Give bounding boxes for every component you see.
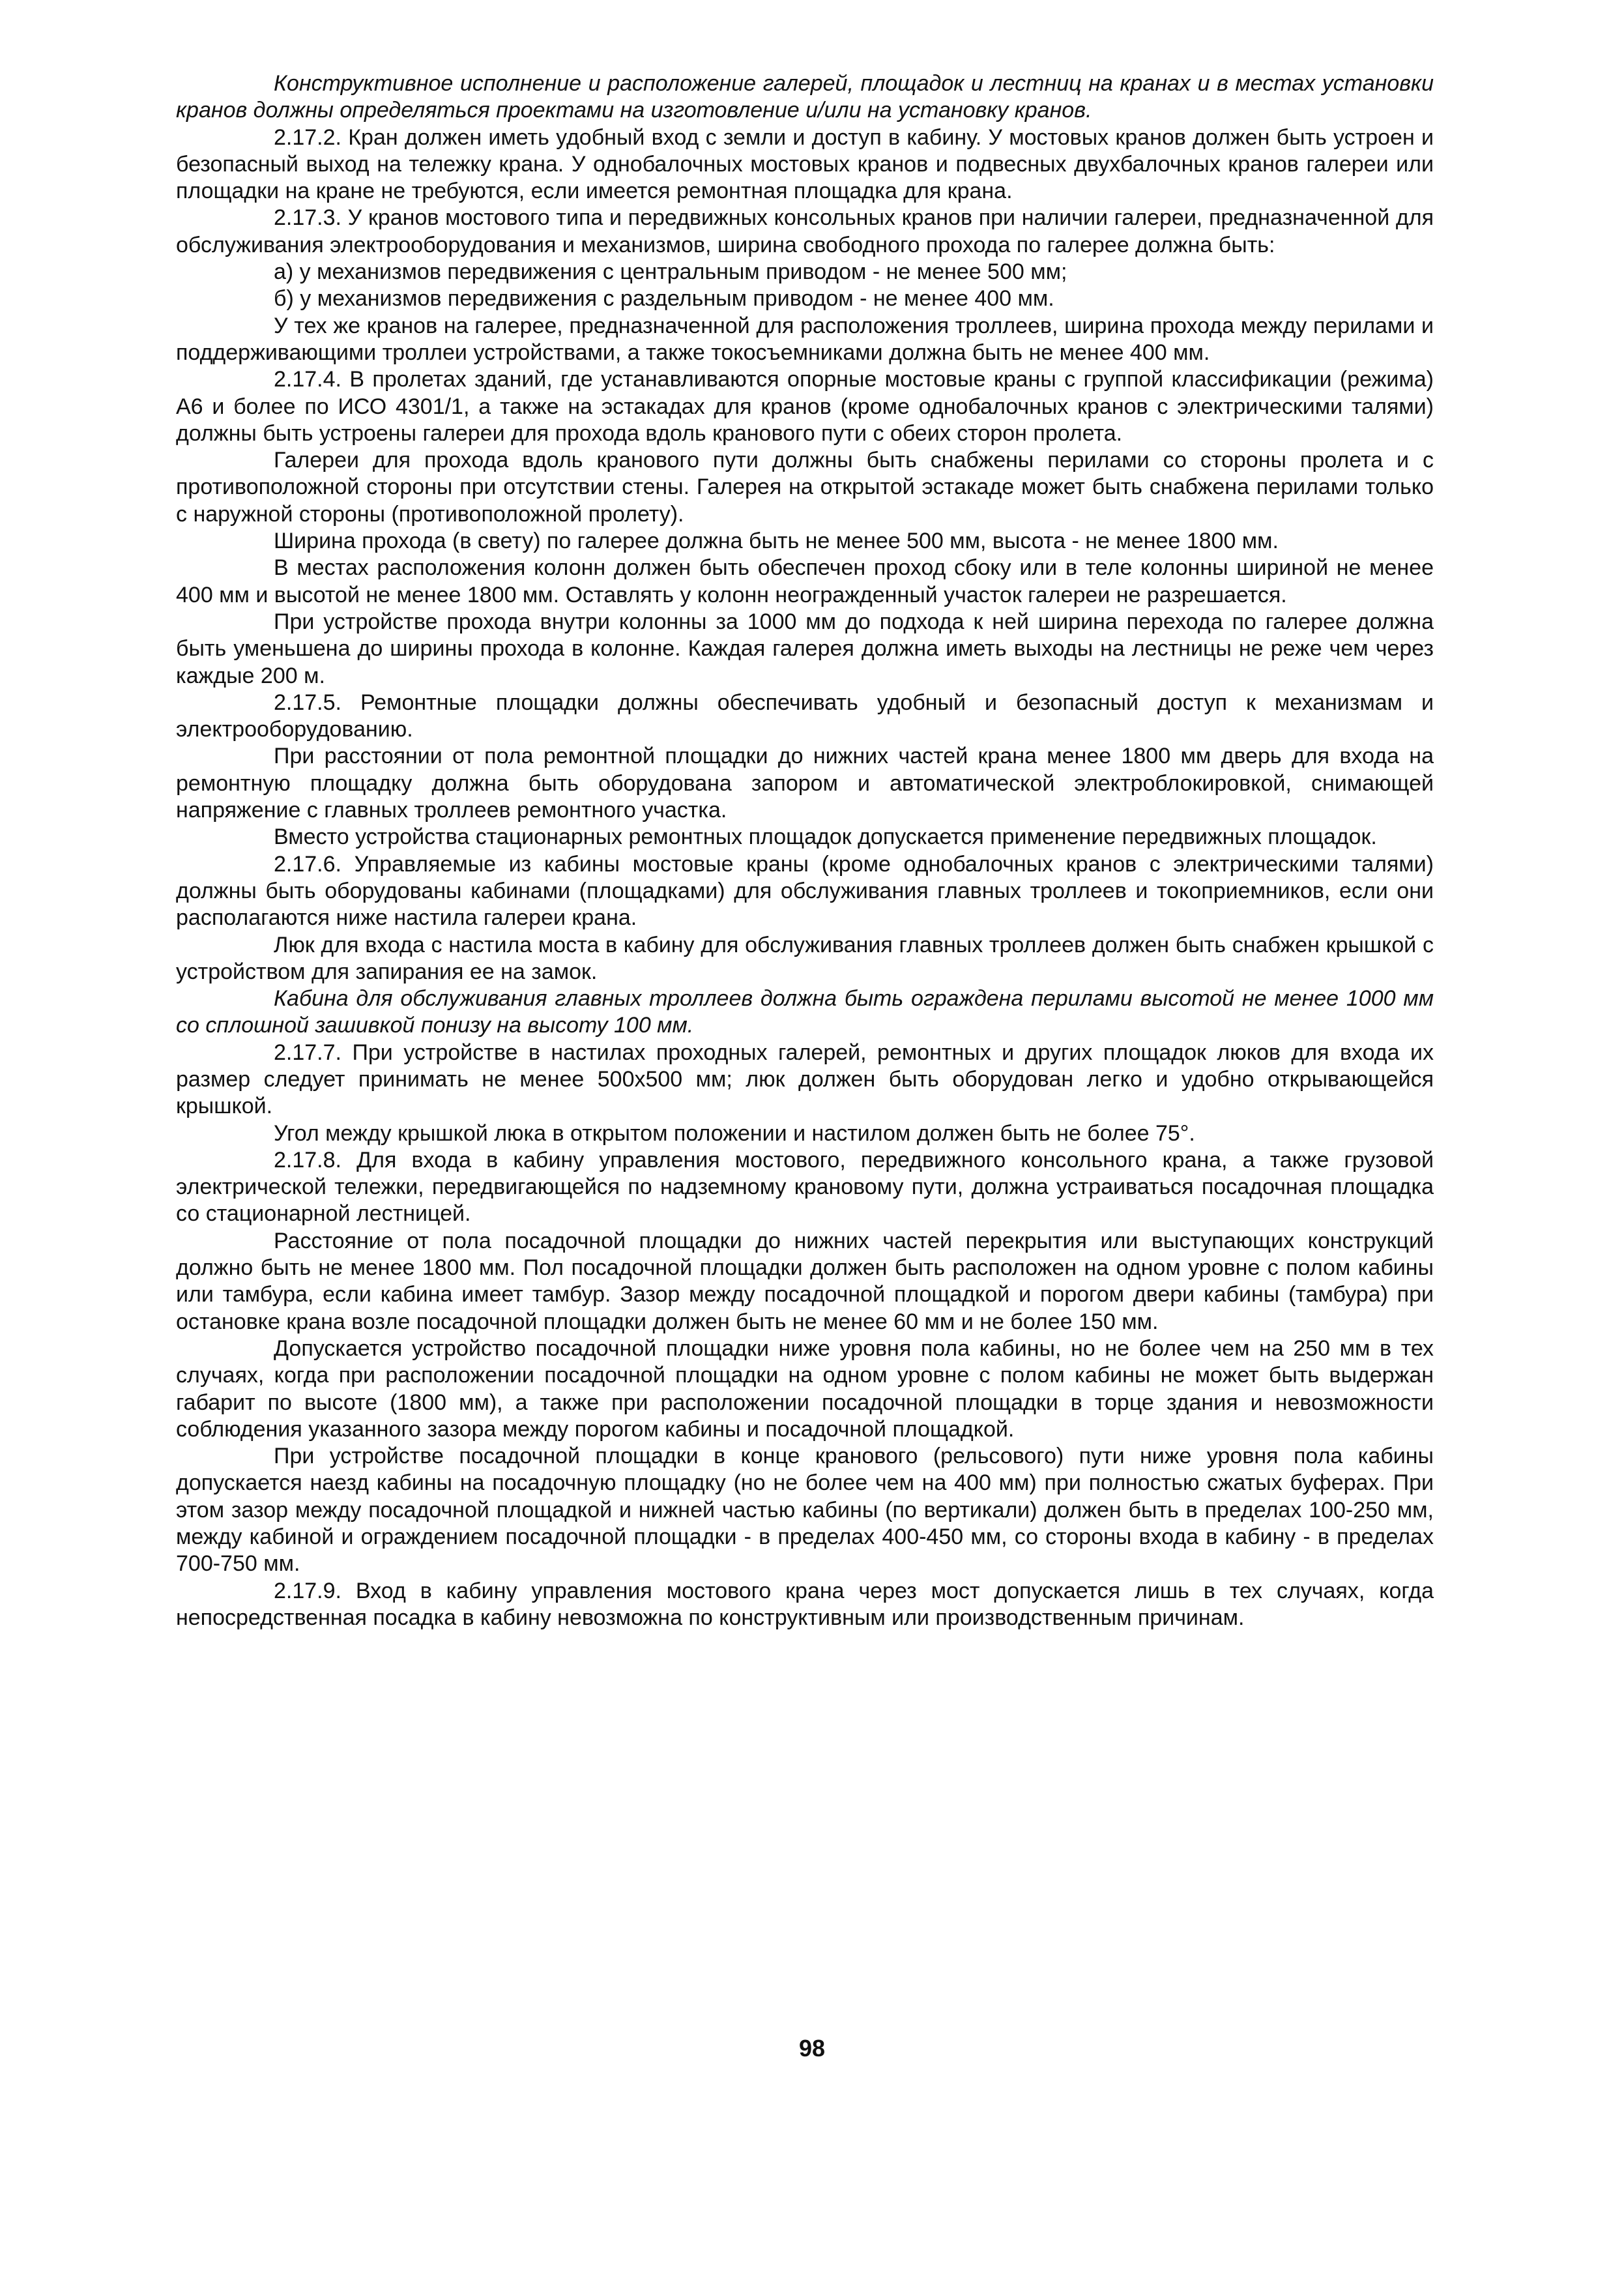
page-number: 98 (798, 2035, 826, 2062)
paragraph: Конструктивное исполнение и расположение галерей, площадок и лестниц на кранах и в местах установки кранов должны определяться проектами на изготовление и/или на установку кранов. (176, 71, 1434, 123)
paragraph: При расстоянии от пола ремонтной площадки до нижних частей крана менее 1800 мм дверь для входа на ремонтную площадку должна быть оборудована запором и автоматической электроблокировкой, снимающей напряжение с главных троллеев ремонтного участка. (176, 744, 1434, 823)
list-item: а) у механизмов передвижения с центральным приводом - не менее 500 мм; (274, 259, 1067, 285)
paragraph: 2.17.4. В пролетах зданий, где устанавливаются опорные мостовые краны с группой классификации (режима) А6 и более по ИСО 4301/1, а также на эстакадах для кранов (кроме однобалочных кранов с электрическими талями) должны быть устроены галереи для прохода вдоль кранового пути с обеих сторон пролета. (176, 367, 1434, 446)
paragraph: При устройстве прохода внутри колонны за 1000 мм до подхода к ней ширина перехода по галерее должна быть уменьшена до ширины прохода в колонне. Каждая галерея должна иметь выходы на лестницы не реже чем через каждые 200 м. (176, 609, 1434, 688)
paragraph: Люк для входа с настила моста в кабину для обслуживания главных троллеев должен быть снабжен крышкой с устройством для запирания ее на замок. (176, 932, 1434, 984)
paragraph: 2.17.6. Управляемые из кабины мостовые краны (кроме однобалочных кранов с электрическими талями) должны быть оборудованы кабинами (площадками) для обслуживания главных троллеев и токоприемников, если они располагаются ниже настила галереи крана. (176, 851, 1434, 931)
list-item: б) у механизмов передвижения с раздельным приводом - не менее 400 мм. (274, 286, 1054, 312)
body-text (176, 70, 1434, 1631)
paragraph: Вместо устройства стационарных ремонтных площадок допускается применение передвижных площадок. (274, 824, 1377, 850)
paragraph: Допускается устройство посадочной площадки ниже уровня пола кабины, но не более чем на 250 мм в тех случаях, когда при расположении посадочной площадки на одном уровне с полом кабины не может быть выдержан габарит по высоте (1800 мм), а также при расположении посадочной площадки в торце здания и невозможности соблюдения указанного зазора между порогом кабины и посадочной площадкой. (176, 1335, 1434, 1442)
paragraph: 2.17.7. При устройстве в настилах проходных галерей, ремонтных и других площадок люков для входа их размер следует принимать не менее 500х500 мм; люк должен быть оборудован легко и удобно открывающейся крышкой. (176, 1040, 1434, 1119)
paragraph: Угол между крышкой люка в открытом положении и настилом должен быть не более 75°. (274, 1120, 1195, 1146)
paragraph: В местах расположения колонн должен быть обеспечен проход сбоку или в теле колонны шириной не менее 400 мм и высотой не менее 1800 мм. Оставлять у колонн неогражденный участок галереи не разрешается. (176, 555, 1434, 607)
paragraph: 2.17.9. Вход в кабину управления мостового крана через мост допускается лишь в тех случаях, когда непосредственная посадка в кабину невозможна по конструктивным или производственным причинам. (176, 1578, 1434, 1630)
paragraph: Расстояние от пола посадочной площадки до нижних частей перекрытия или выступающих конструкций должно быть не менее 1800 мм. Пол посадочной площадки должен быть расположен на одном уровне с полом кабины или тамбура, если кабина имеет тамбур. Зазор между посадочной площадкой и порогом двери кабины (тамбура) при остановке крана возле посадочной площадки должен быть не менее 60 мм и не более 150 мм. (176, 1228, 1434, 1334)
paragraph: Галереи для прохода вдоль кранового пути должны быть снабжены перилами со стороны пролета и с противоположной стороны при отсутствии стены. Галерея на открытой эстакаде может быть снабжена перилами только с наружной стороны (противоположной пролету). (176, 448, 1434, 527)
document-page (176, 70, 1434, 1631)
paragraph: Кабина для обслуживания главных троллеев должна быть ограждена перилами высотой не менее 1000 мм со сплошной зашивкой понизу на высоту 100 мм. (176, 986, 1434, 1038)
paragraph: 2.17.8. Для входа в кабину управления мостового, передвижного консольного крана, а также грузовой электрической тележки, передвигающейся по надземному крановому пути, должна устраиваться посадочная площадка со стационарной лестницей. (176, 1147, 1434, 1227)
paragraph: 2.17.5. Ремонтные площадки должны обеспечивать удобный и безопасный доступ к механизмам и электрооборудованию. (176, 690, 1434, 742)
paragraph: При устройстве посадочной площадки в конце кранового (рельсового) пути ниже уровня пола кабины допускается наезд кабины на посадочную площадку (но не более чем на 400 мм) при полностью сжатых буферах. При этом зазор между посадочной площадкой и нижней частью кабины (по вертикали) должен быть в пределах 100-250 мм, между кабиной и ограждением посадочной площадки - в пределах 400-450 мм, со стороны входа в кабину - в пределах 700-750 мм. (176, 1444, 1434, 1577)
paragraph: Ширина прохода (в свету) по галерее должна быть не менее 500 мм, высота - не менее 1800 мм. (274, 529, 1279, 554)
paragraph: 2.17.3. У кранов мостового типа и передвижных консольных кранов при наличии галереи, предназначенной для обслуживания электрооборудования и механизмов, ширина свободного прохода по галерее должна быть: (176, 205, 1434, 257)
paragraph: У тех же кранов на галерее, предназначенной для расположения троллеев, ширина прохода между перилами и поддерживающими троллеи устройствами, а также токосъемниками должна быть не менее 400 мм. (176, 313, 1434, 365)
paragraph: 2.17.2. Кран должен иметь удобный вход с земли и доступ в кабину. У мостовых кранов должен быть устроен и безопасный выход на тележку крана. У однобалочных мостовых кранов и подвесных двухбалочных кранов галереи или площадки на кране не требуются, если имеется ремонтная площадка для крана. (176, 124, 1434, 204)
